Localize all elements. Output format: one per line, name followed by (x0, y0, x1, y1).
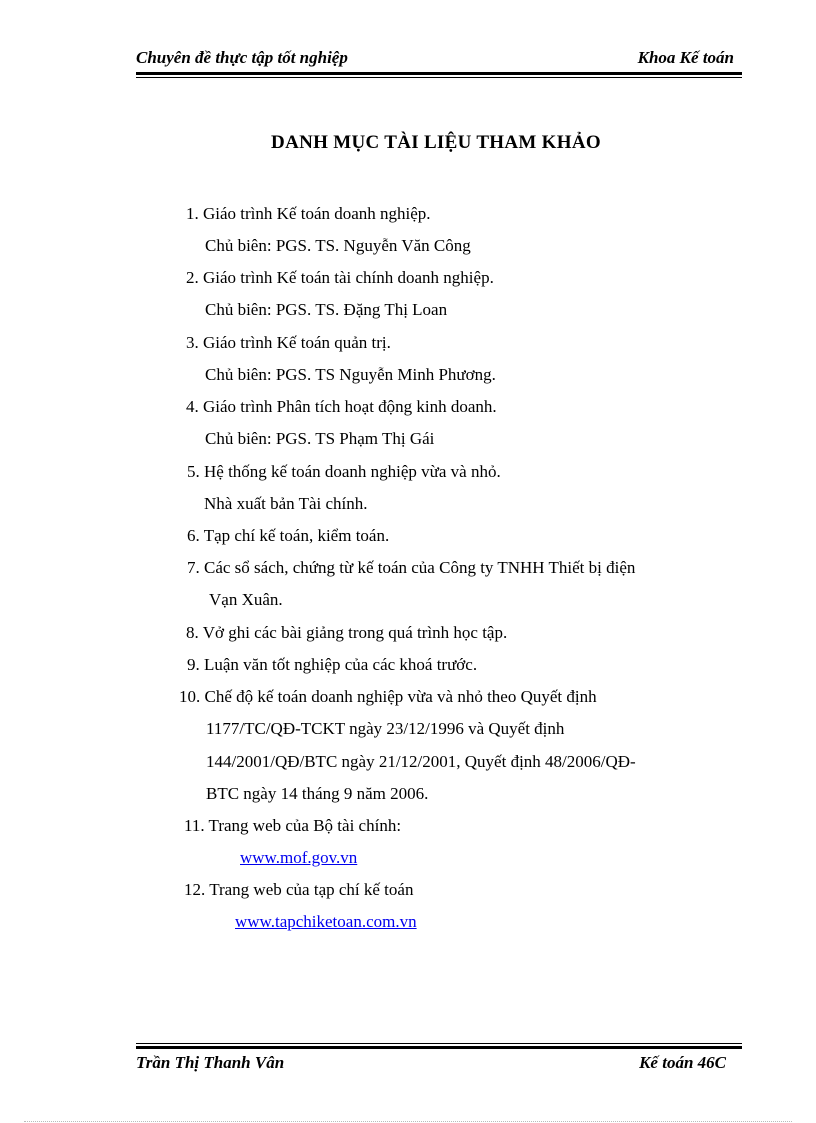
reference-7-title: 7. Các sổ sách, chứng từ kế toán của Công ty TNHH Thiết bị điện (187, 558, 636, 577)
reference-7-continuation: Vạn Xuân. (209, 590, 283, 609)
page-header (136, 48, 742, 72)
reference-9-title: 9. Luận văn tốt nghiệp của các khoá trước. (187, 655, 478, 674)
reference-5-publisher: Nhà xuất bản Tài chính. (204, 494, 368, 513)
reference-11-link[interactable]: www.mof.gov.vn (240, 848, 358, 867)
header-document-type: Chuyên đề thực tập tốt nghiệp (136, 48, 348, 67)
header-divider-thin (136, 77, 742, 78)
reference-10-line-3: 144/2001/QĐ/BTC ngày 21/12/2001, Quyết định 48/2006/QĐ- (206, 752, 636, 771)
reference-10-title: 10. Chế độ kế toán doanh nghiệp vừa và nhỏ theo Quyết định (179, 687, 597, 706)
footer-divider-thin (136, 1043, 742, 1044)
reference-1-title: 1. Giáo trình Kế toán doanh nghiệp. (186, 204, 431, 223)
footer-class: Kế toán 46C (639, 1053, 726, 1072)
footer-divider (136, 1046, 742, 1049)
reference-10-line-4: BTC ngày 14 tháng 9 năm 2006. (206, 784, 429, 803)
reference-12-link[interactable]: www.tapchiketoan.com.vn (235, 912, 417, 931)
header-department: Khoa Kế toán (637, 48, 734, 67)
reference-2-editor: Chủ biên: PGS. TS. Đặng Thị Loan (205, 300, 448, 319)
page-bottom-edge (24, 1121, 792, 1122)
reference-3-title: 3. Giáo trình Kế toán quản trị. (186, 333, 391, 352)
footer-author: Trần Thị Thanh Vân (136, 1053, 285, 1072)
reference-3-editor: Chủ biên: PGS. TS Nguyễn Minh Phương. (205, 365, 496, 384)
page-title: DANH MỤC TÀI LIỆU THAM KHẢO (271, 132, 601, 153)
page-footer (136, 1053, 742, 1077)
reference-4-title: 4. Giáo trình Phân tích hoạt động kinh doanh. (186, 397, 497, 416)
reference-8-title: 8. Vở ghi các bài giảng trong quá trình học tập. (186, 623, 508, 642)
reference-12-title: 12. Trang web của tạp chí kế toán (184, 880, 414, 899)
reference-11-title: 11. Trang web của Bộ tài chính: (184, 816, 402, 835)
reference-1-editor: Chủ biên: PGS. TS. Nguyễn Văn Công (205, 236, 471, 255)
header-divider (136, 72, 742, 75)
reference-5-title: 5. Hệ thống kế toán doanh nghiệp vừa và nhỏ. (187, 462, 501, 481)
reference-6-title: 6. Tạp chí kế toán, kiểm toán. (187, 526, 390, 545)
reference-2-title: 2. Giáo trình Kế toán tài chính doanh nghiệp. (186, 268, 494, 287)
reference-10-line-2: 1177/TC/QĐ-TCKT ngày 23/12/1996 và Quyết định (206, 719, 565, 738)
reference-4-editor: Chủ biên: PGS. TS Phạm Thị Gái (205, 429, 435, 448)
